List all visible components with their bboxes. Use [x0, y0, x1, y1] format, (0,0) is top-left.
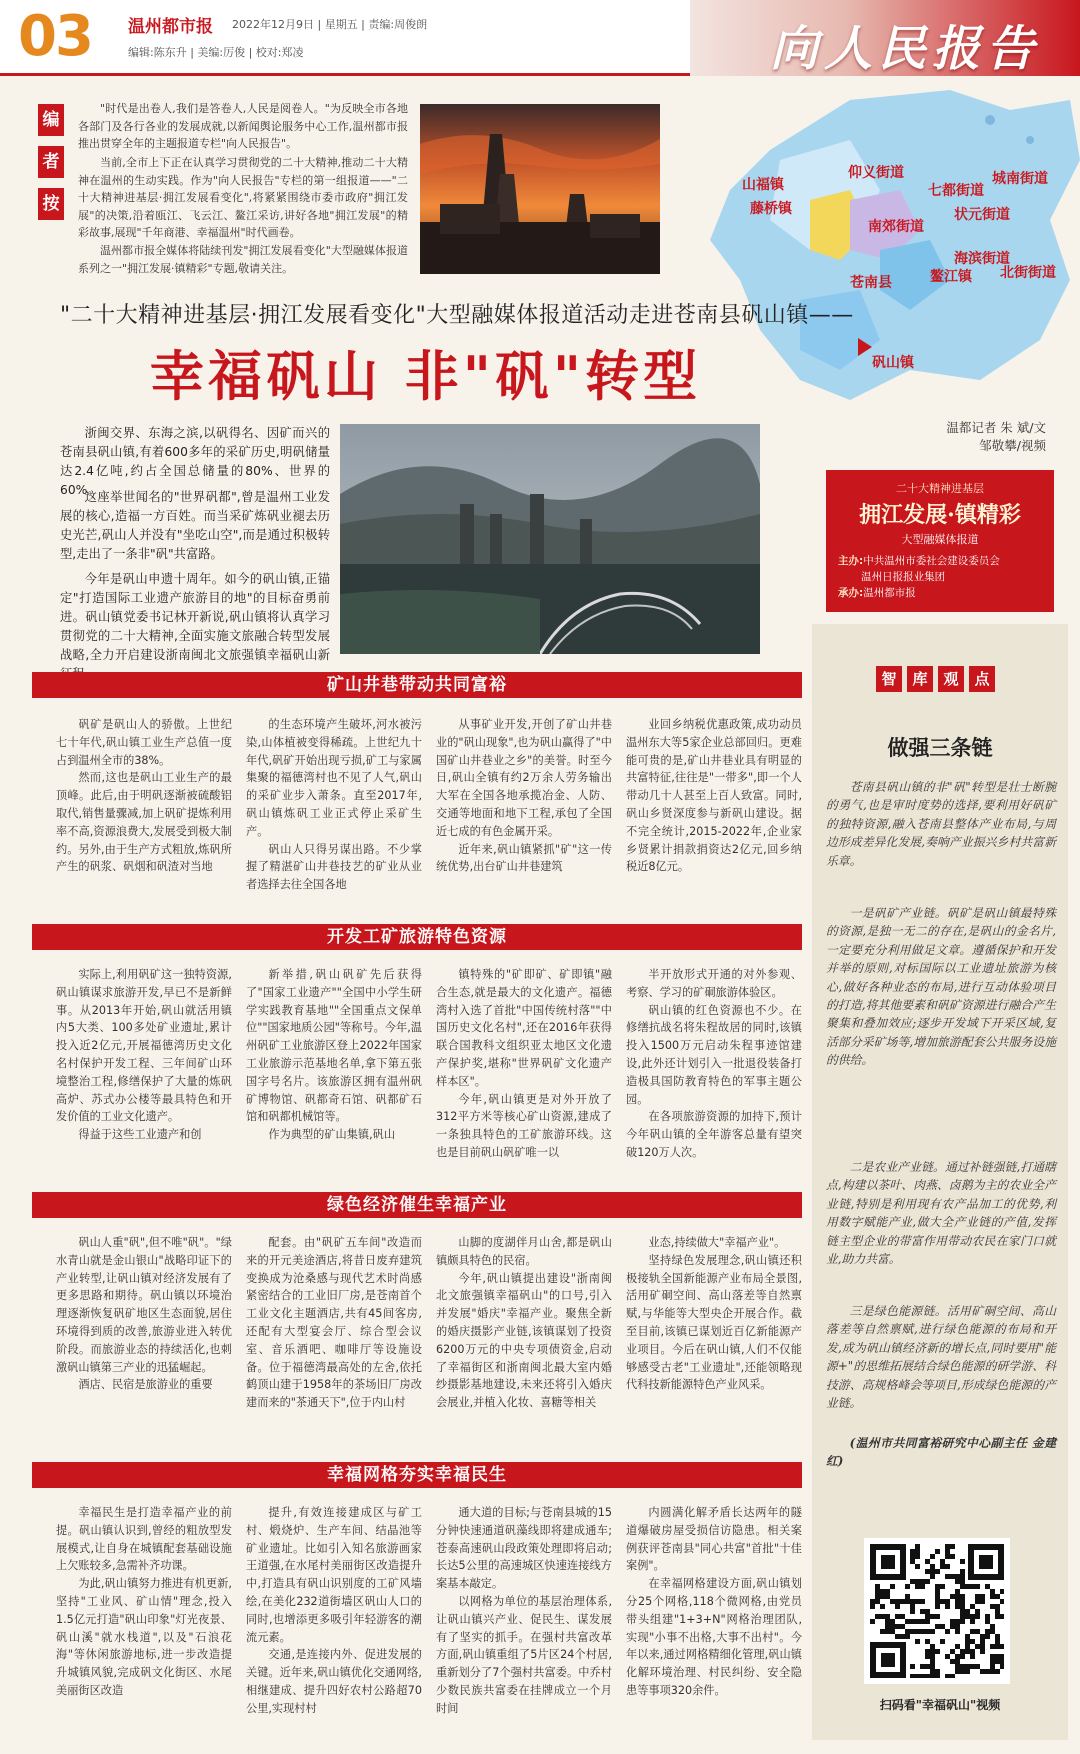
reporter-byline: 温都记者 朱 斌/文: [946, 420, 1046, 435]
map-label: 矾山镇: [872, 355, 914, 371]
article-column: 业回乡纳税优惠政策,成功动员温州东大等5家企业总部回归。更难能可贵的是,矿山井巷业具有明显的共富特征,往往是"一带多",即一个人带动几十人甚至上百人致富。同时,矾山乡贤深度参与新矾山建设。据不完全统计,2015-2022年,企业家乡贤累计捐款捐资达2亿元,回乡纳税近8亿元。: [626, 718, 802, 874]
sidebar-title: 做强三条链: [887, 736, 993, 760]
map-label: 仰义街道: [848, 165, 904, 181]
special-title: 拥江发展·镇精彩: [859, 502, 1021, 528]
map-label: 山福镇: [742, 177, 784, 193]
map-label: 海滨街道: [954, 251, 1010, 267]
article-column: 矾山人重"矾",但不唯"矾"。"绿水青山就是金山银山"战略印证下的产业转型,让矾山镇对经济发展有了更多思路和期待。矾山镇以环境治理逐渐恢复矾矿地区生态面貌,居住环境得到质的改善,旅游业进入转优阶段。而旅游业态的持续活化,也刺激矾山镇第三产业的迅猛崛起。 酒店、民宿是旅游业的重要: [56, 1236, 232, 1392]
flag-icon: [858, 338, 872, 356]
special-column-box: [826, 470, 1054, 612]
editor-note-paragraph: "时代是出卷人,我们是答卷人,人民是阅卷人。"为反映全市各地各部门及各行各业的发展成就,以新闻舆论服务中心工作,温州都市报推出贯穿全年的主题报道专栏"向人民报告"。: [78, 102, 408, 150]
map-label: 藤桥镇: [750, 201, 792, 217]
article-column: 业态,持续做大"幸福产业"。 坚持绿色发展理念,矾山镇还积极接轨全国新能源产业布局全景图,活用矿硐空间、高山落差等自然禀赋,与华能等大型央企开展合作。截至目前,该镇已谋划近百亿新能源产业项目。今后在矾山镇,人们不仅能够感受古老"工业遗址",还能领略现代科技新能源特色产业风采。: [626, 1236, 802, 1392]
map-label: 苍南县: [850, 275, 892, 291]
sidebar-paragraph: 三是绿色能源链。活用矿硐空间、高山落差等自然禀赋,进行绿色能源的布局和开发,成为矾山镇经济新的增长点,同时要用"能源+"的思维拓展结合绿色能源的研学游、科技游、高规格峰会等项目,形成绿色能源的产业链。: [826, 1304, 1056, 1411]
editor-note-tag: 编: [38, 104, 64, 136]
issue-info: 2022年12月9日 | 星期五 | 责编:周俊朗: [232, 18, 428, 31]
qr-code[interactable]: [864, 1538, 1010, 1684]
map-label: 鳌江镇: [930, 269, 972, 285]
editor-note-paragraph: 当前,全市上下正在认真学习贯彻党的二十大精神,推动二十大精神在温州的生动实践。作为"向人民报告"专栏的第一组报道——"二十大精神进基层·拥江发展看变化",将紧紧围绕市委市政府"拥江发展"的决策,沿着瓯江、飞云江、鳌江采访,讲好各地"拥江发展"的精彩故事,展现"千年商港、幸福温州"时代画卷。: [78, 156, 408, 239]
map-label: 南郊街道: [868, 219, 924, 235]
map-label: 七都街道: [928, 183, 984, 199]
photo-byline: 邹敬攀/视频: [979, 438, 1046, 453]
article-column: 矾矿是矾山人的骄傲。上世纪七十年代,矾山镇工业生产总值一度占到温州全市的38%。 然而,这也是矾山工业生产的最顶峰。此后,由于明矾逐渐被硫酸铝取代,销售量骤减,加上矾矿提炼利用率不高,资源浪费大,发展受到极大制约。另外,由于生产方式粗放,炼矾所产生的矾浆、矾烟和矾渣对当地: [56, 718, 232, 874]
kicker-headline: "二十大精神进基层·拥江发展看变化"大型融媒体报道活动走进苍南县矾山镇——: [60, 303, 854, 328]
article-column: 山脚的度湖伴月山舍,都是矾山镇颇具特色的民宿。 今年,矾山镇提出建设"浙南闽北文旅强镇幸福矾山"的口号,引入并发展"婚庆"幸福产业。聚焦全新的婚庆摄影产业链,该镇谋划了投资6200万元的中央专项债资金,启动了幸福街区和浙南闽北最大室内婚纱摄影基地建设,未来还将引入婚庆会展业,并植入化妆、喜糖等相关: [436, 1236, 612, 1410]
lede-paragraph: 浙闽交界、东海之滨,以矾得名、因矿而兴的苍南县矾山镇,有着600多年的采矿历史,明矾储量达2.4亿吨,约占全国总储量的80%、世界的60%。: [60, 426, 330, 497]
article-column: 新举措,矾山矾矿先后获得了"国家工业遗产""全国中小学生研学实践教育基地""全国重点文保单位""国家地质公园"等称号。今年,温州矾矿工业旅游区登上2022年国家工业旅游示范基地名单,拿下第五张国字号名片。该旅游区拥有温州矾矿博物馆、矾都奇石馆、矾都矿石馆和矾都机械馆等。 作为典型的矿山集镇,矾山: [246, 968, 422, 1142]
main-headline: 幸福矾山 非"矾"转型: [150, 345, 702, 408]
sidebar-paragraph: 一是矾矿产业链。矾矿是矾山镇最特殊的资源,是独一无二的存在,是矾山的金名片,一定要充分利用做足文章。遵循保护和开发并举的原则,对标国际以工业遗址旅游为核心,做好各种业态的布局,进行互动体验项目的打造,将其他要素和矾矿资源进行融合产生聚集和叠加效应;逐步开发域下开采区域,复活部分采矿场等,增加旅游配套公共服务设施的供给。: [826, 906, 1056, 1068]
region-map: [650, 80, 1080, 420]
column-name: 向人民报告: [769, 21, 1040, 77]
page-number: 03: [18, 4, 92, 69]
article-column: 镇特殊的"矿即矿、矿即镇"融合生态,就是最大的文化遗产。福德湾村入选了首批"中国传统村落""中国历史文化名村",还在2016年获得联合国教科文组织亚太地区文化遗产保护奖,堪称"世界矾矿文化遗产样本区"。 今年,矾山镇更是对外开放了312平方米等核心矿山资源,建成了一条独具特色的工矿旅游环线。这也是目前矾山矾矿唯一以: [436, 968, 612, 1159]
sidebar-paragraph: 苍南县矾山镇的非"矾"转型是壮士断腕的勇气,也是审时度势的选择,要利用好矾矿的独特资源,融入苍南县整体产业布局,与周边形成差异化发展,奏响产业振兴乡村共富新乐章。: [826, 780, 1056, 868]
special-subtitle: 大型融媒体报道: [901, 533, 979, 546]
article-column: 半开放形式开通的对外参观、考察、学习的矿硐旅游体验区。 矾山镇的红色资源也不少。在修缮抗战名将朱程故居的同时,该镇投入1500万元启动朱程事迹馆建设,此外还计划引入一批退役装备打造极具国防教育特色的军事主题公园。 在各项旅游资源的加持下,预计今年矾山镇的全年游客总量有望突破120万人次。: [626, 968, 802, 1159]
sidebar-author: (温州市共同富裕研究中心副主任 金建红): [826, 1436, 1056, 1469]
lede-paragraph: 今年是矾山申遗十周年。如今的矾山镇,正锚定"打造国际工业遗产旅游目的地"的目标奋勇前进。矾山镇党委书记林开新说,矾山镇将认真学习贯彻党的二十大精神,全面实施文旅融合转型发展战略,全力开启建设浙南闽北文旅强镇幸福矾山新: [60, 572, 330, 662]
map-label: 状元街道: [954, 207, 1010, 223]
qr-caption: 扫码看"幸福矾山"视频: [879, 1698, 1001, 1712]
article-column: 从事矿业开发,开创了矿山井巷业的"矾山现象",也为矾山赢得了"中国矿山井巷业之乡"的美誉。时至今日,矾山全镇有约2万余人劳务输出大军在全国各地承揽冶金、人防、交通等地面和地下工程,承包了全国近七成的有色金属开采。 近年来,矾山镇紧抓"矿"这一传统优势,出台矿山井巷建筑: [436, 718, 612, 874]
staff-info: 编辑:陈东升 | 美编:厉俊 | 校对:郑凌: [128, 46, 304, 59]
section-title: 绿色经济催生幸福产业: [327, 1195, 507, 1215]
editor-note-tag: 者: [38, 146, 64, 178]
article-column: 幸福民生是打造幸福产业的前提。矾山镇认识到,曾经的粗放型发展模式,让自身在城镇配套基础设施上欠账较多,急需补齐功课。 为此,矾山镇努力推进有机更新,坚持"工业风、矿山情"理念,投入1.5亿元打造"矾山印象"灯光夜景、矾山溪"就水栈道",以及"石浪花海"等休闲旅游地标,进一步改造提升城镇风貌,完成矾文化街区、水尾美丽街区改造: [56, 1506, 232, 1697]
newspaper-name: 温州都市报: [128, 17, 213, 37]
special-host: 主办:中共温州市委社会建设委员会 温州日报报业集团 承办:温州都市报: [838, 555, 1000, 599]
section-title: 矿山井巷带动共同富裕: [327, 675, 507, 695]
article-column: 实际上,利用矾矿这一独特资源,矾山镇谋求旅游开发,早已不是新鲜事。从2013年开始,矾山就活用镇内5大类、100多处矿业遗址,累计投入近2亿元,开展福德湾历史文化名村保护开发工程、三年间矿山环境整治工程,修缮保护了大量的炼矾高炉、苏式办公楼等最具特色和开发价值的工业文化遗产。 得益于这些工业遗产和创: [56, 968, 232, 1142]
article-column: 内圆满化解矛盾长达两年的隧道爆破房屋受损信访隐患。相关案例获评苍南县"同心共富"首批"十佳案例"。 在幸福网格建设方面,矾山镇划分25个网格,118个微网格,由党员带头组建"1+3+N"网格治理团队,实现"小事不出格,大事不出村"。今年以来,通过网格精细化管理,矾山镇化解环境治理、村民纠纷、安全隐患等事项320余件。: [626, 1506, 802, 1697]
section-title: 开发工矿旅游特色资源: [327, 927, 507, 947]
editor-note-paragraph: 温州都市报全媒体将陆续刊发"拥江发展看变化"大型融媒体报道系列之一"拥江发展·镇精彩"专题,敬请关注。: [78, 244, 408, 275]
map-label: 北街街道: [1000, 265, 1056, 281]
sidebar-paragraph: 二是农业产业链。通过补链强链,打通瞎点,构建以茶叶、肉燕、卤鹅为主的农业全产业链,特别是利用现有农产品加工的优势,利用数字赋能产业,做大全产业链的产值,发挥链主型企业的带富作用带动农民在家门口就业,助力共富。: [826, 1160, 1056, 1267]
think-tank-tag: 智 库 观 点: [876, 666, 1000, 692]
fanshan-town-photo: [340, 424, 760, 654]
special-small-title: 二十大精神进基层: [896, 482, 984, 495]
article-column: 的生态环境产生破坏,河水被污染,山体植被变得稀疏。上世纪九十年代,矾矿开始出现亏损,矿工与家属集聚的福德湾村也不见了人气,矾山的采矿业步入萧条。直至2017年,矾山镇炼矾工业正式停止采矿生产。 矾山人只得另谋出路。不少掌握了精湛矿山井巷技艺的矿业从业者选择去往全国各地: [246, 718, 422, 892]
lede-paragraph: 这座举世闻名的"世界矾都",曾是温州工业发展的核心,造福一方百姓。而当采矿炼矾业褪去历史光芒,矾山人并没有"坐吃山空",而是通过积极转型,走出了一条非"矾"共富路。: [60, 490, 330, 561]
map-label: 城南街道: [992, 171, 1048, 187]
article-column: 提升,有效连接建成区与矿工村、煅烧炉、生产车间、结晶池等矿业遗址。比如引入知名旅游画家王道强,在水尾村美丽街区改造提升中,打造具有矾山识别度的工矿风墙绘,在美化232道街墙区矾山人口的同时,也增添更多吸引年轻游客的潮流元素。 交通,是连接内外、促进发展的关键。近年来,矾山镇优化交通网络,相继建成、提升四好农村公路超70公里,实现村村: [246, 1506, 422, 1715]
article-column: 配套。由"矾矿五车间"改造而来的开元美途酒店,将昔日废弃建筑变换成为沧桑感与现代艺术时尚感紧密结合的工业旧厂房,是苍南首个工业文化主题酒店,共有45间客房,还配有大型宴会厅、综合型会议室、音乐酒吧、咖啡厅等设施设备。位于福德湾最高处的左舍,依托鹤顶山建于1958年的茶场旧厂房改建而来的"茶通天下",位于内山村: [246, 1236, 422, 1410]
section-title: 幸福网格夯实幸福民生: [327, 1465, 507, 1485]
article-column: 通大道的目标;与苍南县城的15分钟快速通道矾藻线即将建成通车;苍泰高速矾山段政策处理即将启动;长达5公里的高速城区快速连接线方案基本敲定。 以网格为单位的基层治理体系,让矾山镇兴产业、促民生、谋发展有了坚实的抓手。在强村共富改革方面,矾山镇重组了5片区24个村居,重新划分了7个强村共富委。中乔村少数民族共富委在挂牌成立一个月时间: [436, 1506, 612, 1715]
kiln-sunset-photo: [420, 104, 660, 274]
column-banner: [690, 0, 1080, 76]
editor-note-tag: 按: [38, 188, 64, 220]
